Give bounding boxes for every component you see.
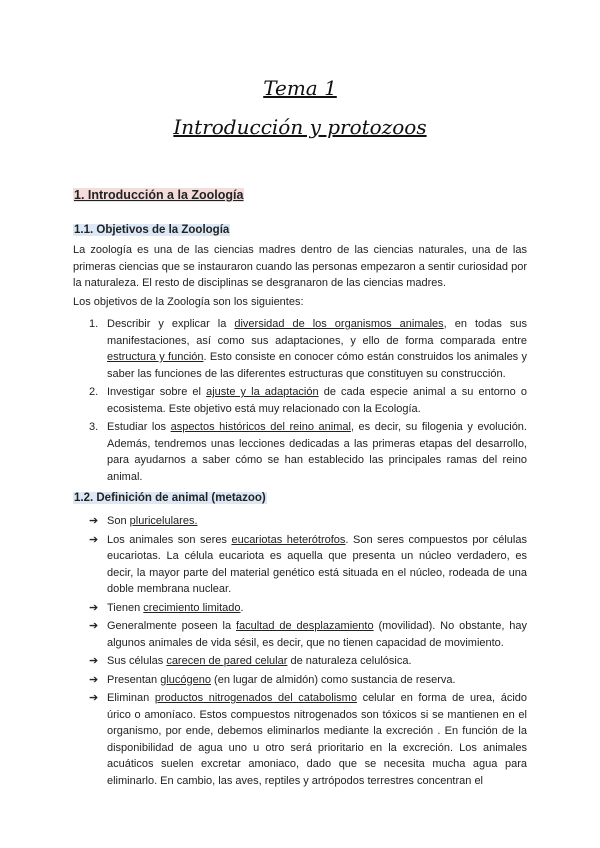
- underlined-term: diversidad de los organismos animales: [234, 318, 444, 330]
- arrow-right-icon: ➔: [89, 620, 99, 632]
- arrow-right-icon: ➔: [89, 692, 99, 704]
- underlined-term: pluricelulares.: [129, 515, 198, 527]
- arrow-right-icon: ➔: [89, 673, 99, 686]
- list-item: [73, 618, 527, 651]
- list-text: .: [240, 601, 244, 614]
- underlined-term: glucógeno: [160, 673, 211, 686]
- underlined-term: estructura y función: [107, 351, 204, 363]
- underlined-term: ajuste y la adaptación: [206, 386, 319, 398]
- list-text: , en todas sus manifestaciones, así como sus adaptaciones, y ello de forma comparada entre: [107, 318, 527, 347]
- list-text: , es decir, su filogenia y evolución. Además, tendremos unas lecciones dedicadas a las primeras etapas del desarrollo, para ayudarnos a saber cómo se han establecido las principales ramas del reino animal.: [107, 421, 527, 483]
- list-text: Generalmente poseen la: [107, 620, 236, 632]
- arrow-right-icon: ➔: [89, 515, 99, 527]
- list-item: [73, 513, 527, 530]
- list-item: [73, 419, 527, 485]
- list-text: de cada especie animal a su entorno o ecosistema. Este objetivo está muy relacionado con la Ecología.: [107, 386, 527, 415]
- list-text: . Esto consiste en conocer cómo están construidos los animales y saber las funciones de las diferentes estructuras que constituyen su construcción.: [107, 351, 527, 380]
- list-item: [73, 384, 527, 417]
- list-text: (movilidad). No obstante, hay algunos animales de vida sésil, es decir, que no tienen capacidad de movimiento.: [107, 620, 527, 649]
- list-number: 1.: [89, 318, 99, 330]
- list-item: [73, 600, 527, 617]
- paragraph-intro: La zoología es una de las ciencias madres dentro de las ciencias naturales, una de las primeras ciencias que se instauraron cuando las personas empezaron a sentir curiosidad por la naturaleza. El resto de disciplinas se desgranaron de las ciencias madres.: [73, 244, 527, 289]
- definition-list: [73, 513, 527, 791]
- list-text: (en lugar de almidón) como sustancia de reserva.: [210, 673, 456, 686]
- list-text: . Son seres compuestos por células eucariotas. La célula eucariota es aquella que presenta un núcleo verdadero, es decir, la mayor parte del material genético está situada en el núcleo, rodeada de una doble membrana nuclear.: [107, 533, 527, 595]
- list-text: Estudiar los: [107, 421, 171, 433]
- underlined-term: carecen de pared celular: [166, 655, 288, 667]
- list-text: Presentan: [107, 673, 161, 686]
- arrow-right-icon: ➔: [89, 655, 99, 667]
- section-heading-1: 1. Introducción a la Zoología: [74, 188, 244, 202]
- list-text: Los animales son seres: [107, 533, 232, 546]
- underlined-term: eucariotas heterótrofos: [231, 533, 346, 546]
- list-text: celular en forma de urea, ácido úrico o amoníaco. Estos compuestos nitrogenados son tóxicos si se mantienen en el organismo, por ende, debemos eliminarlos mediante la excreción . En función de la disponibilidad de agua uno u otro será prioritario en la excreción. Los animales acuáticos suelen excretar amoniaco, dado que se necesita mucha agua para eliminarlo. En cambio, las aves, reptiles y artrópodos terrestres concentran el: [107, 692, 527, 787]
- list-item: [73, 672, 527, 689]
- underlined-term: facultad de desplazamiento: [236, 620, 374, 632]
- subsection-heading-1-1: 1.1. Objetivos de la Zoología: [74, 224, 230, 236]
- underlined-term: productos nitrogenados del catabolismo: [154, 692, 357, 704]
- list-text: Tienen: [107, 601, 144, 614]
- list-number: 3.: [89, 421, 99, 433]
- list-item: [73, 316, 527, 382]
- list-text: Describir y explicar la: [107, 318, 235, 330]
- list-text: Eliminan: [107, 692, 155, 704]
- subsection-heading-1-2: 1.2. Definición de animal (metazoo): [74, 492, 266, 504]
- list-item: [73, 653, 527, 670]
- list-number: 2.: [89, 386, 99, 398]
- document-title: Tema 1: [263, 76, 337, 100]
- list-text: Sus células: [107, 655, 167, 667]
- list-item: [73, 690, 527, 789]
- underlined-term: aspectos históricos del reino animal: [170, 421, 351, 433]
- list-text: de naturaleza celulósica.: [287, 655, 412, 667]
- document-subtitle: Introducción y protozoos: [173, 115, 427, 139]
- paragraph-objectives-lead: Los objetivos de la Zoología son los siguientes:: [73, 296, 304, 308]
- arrow-right-icon: ➔: [89, 601, 99, 614]
- list-item: [73, 532, 527, 598]
- list-text: Investigar sobre el: [107, 386, 207, 398]
- objectives-list: [73, 316, 527, 487]
- list-text: Son: [107, 515, 130, 527]
- arrow-right-icon: ➔: [89, 533, 99, 546]
- underlined-term: crecimiento limitado: [143, 601, 241, 614]
